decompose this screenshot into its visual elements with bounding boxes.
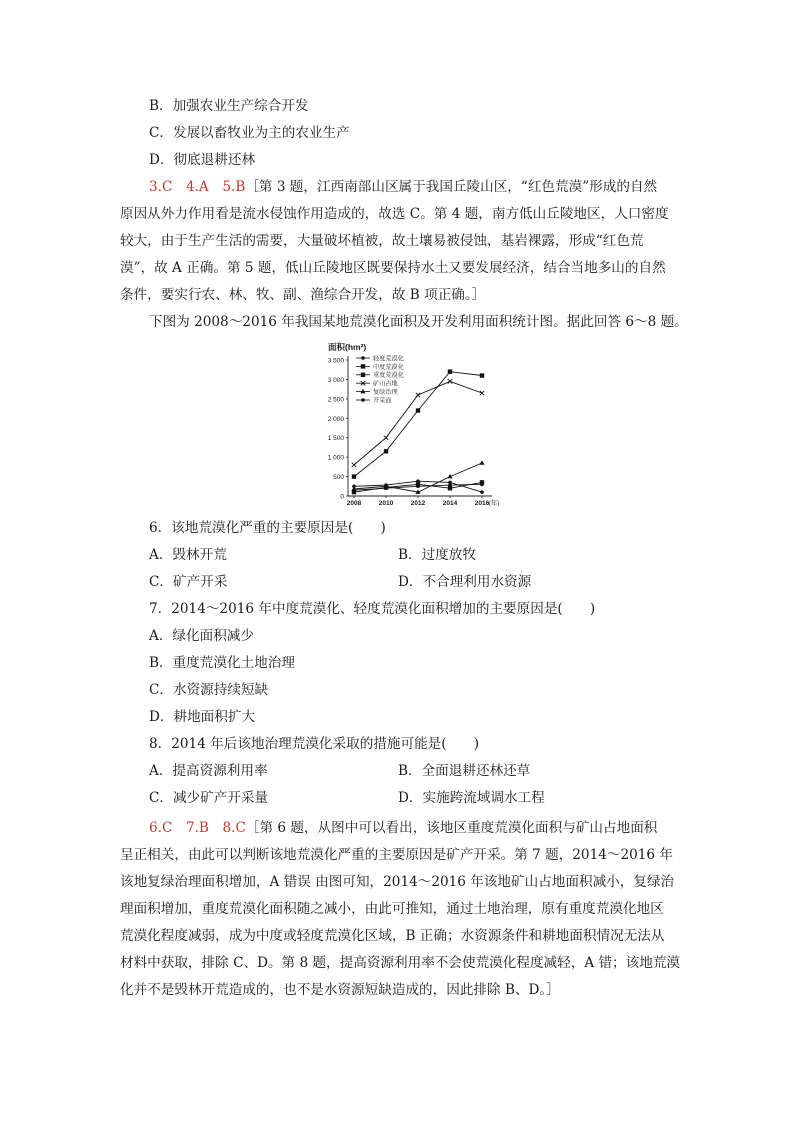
q8-option-c: C．减少矿产开采量 <box>149 790 269 806</box>
q7-option-b: B．重度荒漠化土地治理 <box>149 655 295 671</box>
legend-label: 重度荒漠化 <box>373 372 404 380</box>
answer-key-2: 6.C 7.B 8.C <box>149 820 246 836</box>
answer-block-1-line: 条件，要实行农、林、牧、副、渔综合开发，故 B 项正确。］ <box>120 287 486 303</box>
x-tick-label: 2014 <box>442 500 458 507</box>
q7-option-c: C．水资源持续短缺 <box>149 682 269 698</box>
answer-block-2-line: 该地复绿治理面积增加，A 错误 由图可知，2014～2016 年该地矿山占地面积减小，复绿治 <box>120 874 675 890</box>
q7-option-d: D．耕地面积扩大 <box>149 709 256 725</box>
q6-option-a: A．毁林开荒 <box>149 547 227 563</box>
y-tick-label: 0 <box>340 493 344 501</box>
answer-block-2-line: 材料中获取，排除 C、D。第 8 题，提高资源利用率不会使荒漠化程度减轻，A 错；该地荒漠 <box>120 955 681 971</box>
y-tick-label: 500 <box>333 474 344 482</box>
series-6-point <box>384 483 388 487</box>
chart-intro: 下图为 2008～2016 年我国某地荒漠化面积及开发利用面积统计图。据此回答 6～8 题。 <box>149 314 688 330</box>
q8-option-d: D．实施跨流域调水工程 <box>398 790 545 806</box>
series-5-point <box>479 460 484 464</box>
q7-stem: 7．2014～2016 年中度荒漠化、轻度荒漠化面积增加的主要原因是( ) <box>149 601 596 617</box>
answer-text: ［第 6 题，从图中可以看出，该地区重度荒漠化面积与矿山占地面积 <box>245 820 658 836</box>
option-c-text: C．发展以畜牧业为主的农业生产 <box>149 125 350 141</box>
series-4-point <box>384 436 388 440</box>
desertification-line-chart <box>312 338 500 508</box>
q6-option-c: C．矿产开采 <box>149 574 228 590</box>
option-d-text: D．彻底退耕还林 <box>149 152 256 168</box>
legend-label: 开采面 <box>373 397 392 405</box>
series-2-point <box>480 480 484 484</box>
legend-label: 中度荒漠化 <box>373 363 404 371</box>
series-6-point <box>352 484 356 488</box>
legend-marker <box>361 373 365 377</box>
series-3-point <box>416 408 420 412</box>
legend-label: 复绿治理 <box>373 389 398 396</box>
answer-block-1-line: 漠”，故 A 正确。第 5 题，低山丘陵地区既要保持水土又要发展经济，结合当地多山的自然 <box>120 260 666 276</box>
q8-option-b: B．全面退耕还林还草 <box>398 763 531 779</box>
y-tick-label: 3 500 <box>327 357 344 365</box>
legend-marker <box>361 364 365 368</box>
answer-block-2-line-1 <box>149 818 657 838</box>
answer-key-1: 3.C 4.A 5.B <box>149 179 246 195</box>
q8-stem: 8．2014 年后该地治理荒漠化采取的措施可能是( ) <box>149 736 480 752</box>
y-axis-label: 面积(hm²) <box>328 342 367 352</box>
series-3-point <box>448 369 452 373</box>
q6-option-d: D．不合理利用水资源 <box>398 574 532 590</box>
series-4-point <box>416 393 420 397</box>
answer-block-2-line: 荒漠化程度减弱，成为中度或轻度荒漠化区域，B 正确；水资源条件和耕地面积情况无法从 <box>120 928 665 944</box>
series-3-point <box>384 449 388 453</box>
series-2-point <box>448 486 452 490</box>
y-tick-label: 1 000 <box>327 454 344 462</box>
x-tick-label: 2010 <box>378 500 394 507</box>
series-6-point <box>416 479 420 483</box>
legend-marker <box>361 356 365 360</box>
series-3-point <box>352 474 356 478</box>
x-tick-label: 2012 <box>410 500 426 507</box>
x-tick-label: 2016 <box>474 500 490 507</box>
series-4-point <box>352 463 356 467</box>
series-6-point <box>448 481 452 485</box>
series-4-point <box>480 391 484 395</box>
q6-stem: 6．该地荒漠化严重的主要原因是( ) <box>149 520 386 536</box>
answer-block-1-line: 较大，由于生产生活的需要，大量破坏植被，故土壤易被侵蚀，基岩裸露，形成“红色荒 <box>120 233 644 249</box>
legend-label: 轻度荒漠化 <box>373 355 404 363</box>
y-tick-label: 2 500 <box>327 396 344 404</box>
answer-block-2-line: 呈正相关，由此可以判断该地荒漠化严重的主要原因是矿产开采。第 7 题，2014～2016 年 <box>120 847 673 863</box>
x-tick-label: 2008 <box>346 500 362 507</box>
answer-text: ［第 3 题，江西南部山区属于我国丘陵山区，“红色荒漠”形成的自然 <box>245 179 658 195</box>
series-6-point <box>480 490 484 494</box>
y-tick-label: 2 000 <box>327 415 344 423</box>
option-b-text: B．加强农业生产综合开发 <box>149 98 309 114</box>
series-4-point <box>448 379 452 383</box>
y-tick-label: 1 500 <box>327 435 344 443</box>
legend-marker <box>361 398 365 402</box>
q8-option-a: A．提高资源利用率 <box>149 763 268 779</box>
series-3-point <box>480 373 484 377</box>
answer-block-2-line: 理面积增加，重度荒漠化面积随之减小，由此可推知，通过土地治理，原有重度荒漠化地区 <box>120 901 664 917</box>
q6-option-b: B．过度放牧 <box>398 547 476 563</box>
y-tick-label: 3 000 <box>327 376 344 384</box>
answer-block-1-line-1 <box>149 177 657 197</box>
answer-block-2-line: 化并不是毁林开荒造成的，也不是水资源短缺造成的，因此排除 B、D。］ <box>120 982 560 998</box>
x-axis-label: (年) <box>488 500 500 507</box>
answer-block-1-line: 原因从外力作用看是流水侵蚀作用造成的，故选 C。第 4 题，南方低山丘陵地区，人口密度 <box>120 206 669 222</box>
legend-label: 矿山占地 <box>373 380 398 388</box>
q7-option-a: A．绿化面积减少 <box>149 628 254 644</box>
